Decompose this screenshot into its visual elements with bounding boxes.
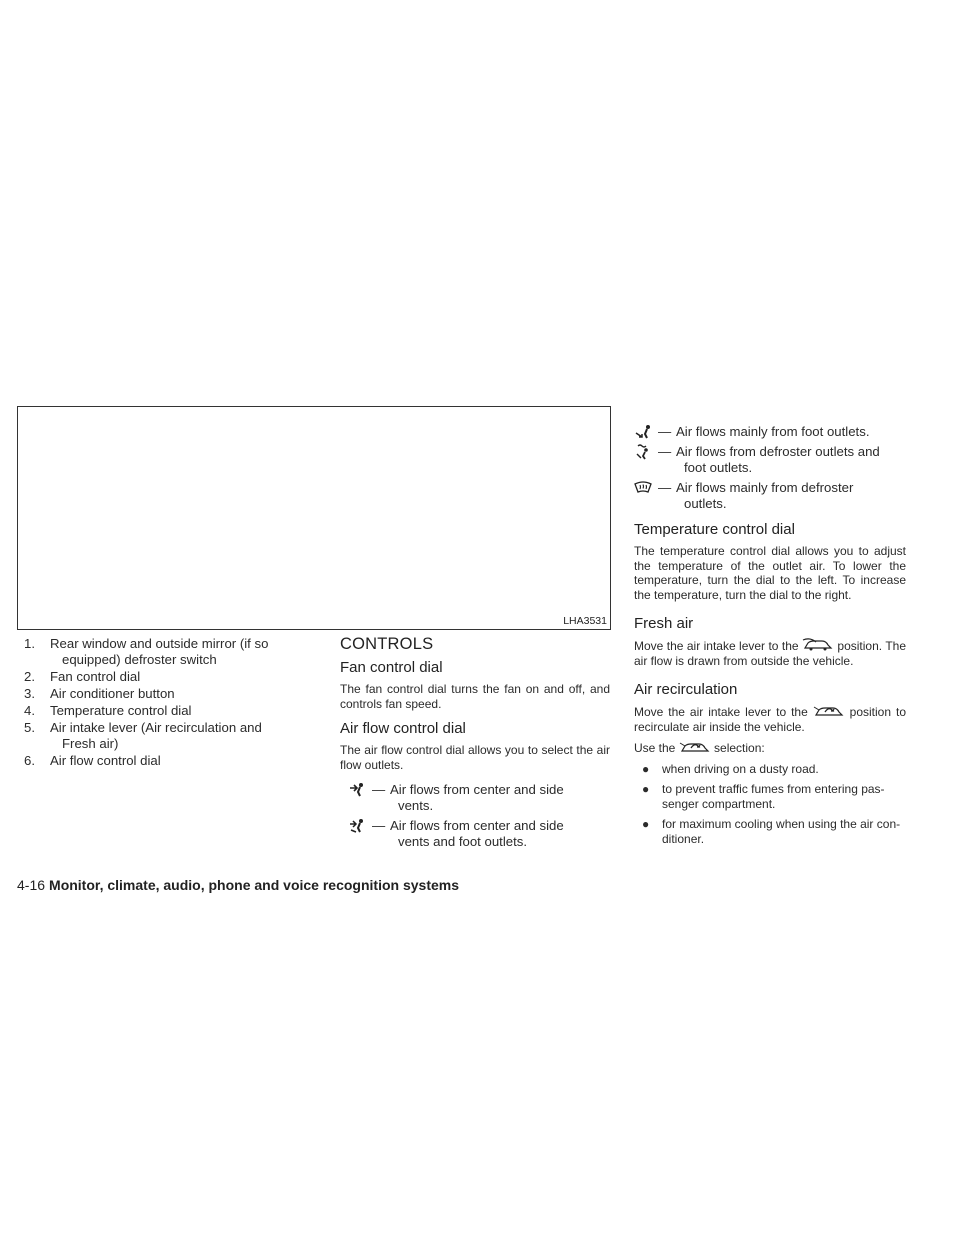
- legend-number: 3.: [24, 686, 35, 701]
- chapter-title: Monitor, climate, audio, phone and voice recognition systems: [49, 877, 459, 893]
- right-column: [634, 424, 906, 852]
- mode-text: Air flows from defroster outlets and: [676, 444, 880, 459]
- mode-text-cont: vents and foot outlets.: [398, 834, 528, 849]
- mode-text: Air flows mainly from defroster: [676, 480, 854, 495]
- figure-label: LHA3531: [563, 615, 607, 627]
- bullet-dot: ●: [642, 782, 650, 796]
- legend-number: 1.: [24, 636, 35, 651]
- air-flow-mode-vent: [340, 782, 610, 814]
- mode-dash: —: [372, 818, 386, 833]
- recirculation-icon: [679, 740, 711, 754]
- bullet-item: [634, 817, 906, 846]
- vent-mode-icon: [348, 782, 366, 798]
- recirculation-use-text: [634, 740, 906, 756]
- legend-number: 6.: [24, 753, 35, 768]
- legend-text: Air conditioner button: [50, 686, 175, 701]
- legend-item: [24, 669, 314, 685]
- legend-text: Fan control dial: [50, 669, 141, 684]
- legend-text: Air flow control dial: [50, 753, 161, 768]
- mode-text-cont: foot outlets.: [684, 460, 753, 475]
- recirculation-use-after: selection:: [714, 741, 765, 755]
- legend-number: 2.: [24, 669, 35, 684]
- recirculation-text-before: Move the air intake lever to the: [634, 705, 808, 719]
- air-flow-mode-defrost: [634, 480, 906, 512]
- fresh-air-text: [634, 638, 906, 668]
- bullet-item: [634, 782, 906, 811]
- subtitle-fan-control: Fan control dial: [340, 659, 443, 676]
- bullet-item: [634, 762, 906, 777]
- air-flow-text: The air flow control dial allows you to select the air flow outlets.: [340, 743, 610, 772]
- recirculation-bullets: [634, 762, 906, 847]
- illustration-figure: [17, 406, 611, 630]
- subtitle-temperature: Temperature control dial: [634, 521, 795, 538]
- mode-text-cont: vents.: [398, 798, 434, 813]
- recirculation-text: [634, 704, 906, 734]
- bullet-text-cont: ditioner.: [662, 831, 705, 846]
- legend-item: [24, 720, 314, 752]
- fan-control-text: The fan control dial turns the fan on and off, and controls fan speed.: [340, 682, 610, 711]
- legend-item: [24, 686, 314, 702]
- air-flow-mode-foot-defrost: [634, 444, 906, 476]
- mode-text-cont: outlets.: [684, 496, 727, 511]
- bullet-text-cont: senger compartment.: [662, 796, 776, 811]
- subtitle-air-flow: Air flow control dial: [340, 720, 466, 737]
- legend-text-cont: Fresh air): [62, 736, 119, 751]
- recirculation-use-before: Use the: [634, 741, 676, 755]
- figure-legend: [24, 636, 314, 770]
- mode-text: Air flows from center and side: [390, 818, 564, 833]
- bullet-text: for maximum cooling when using the air con-: [662, 817, 901, 831]
- page-number: 4-16: [17, 877, 46, 893]
- page-footer: [17, 877, 459, 893]
- legend-text: Temperature control dial: [50, 703, 192, 718]
- mode-text: Air flows mainly from foot outlets.: [676, 424, 870, 439]
- legend-number: 5.: [24, 720, 35, 735]
- mode-dash: —: [372, 782, 386, 797]
- legend-text: Air intake lever (Air recirculation and: [50, 720, 262, 735]
- bullet-text: when driving on a dusty road.: [662, 761, 819, 776]
- recirculation-text-after: position to recirculate air inside the vehicle.: [634, 705, 906, 734]
- bullet-dot: ●: [642, 761, 650, 776]
- defrost-mode-icon: [634, 480, 652, 496]
- legend-text-cont: equipped) defroster switch: [62, 652, 217, 667]
- controls-column: [340, 636, 610, 854]
- legend-list: [24, 636, 314, 769]
- recirculation-icon: [813, 704, 845, 718]
- mode-text: Air flows from center and side: [390, 782, 564, 797]
- mode-dash: —: [658, 480, 672, 495]
- air-flow-mode-bi-level: [340, 818, 610, 850]
- fresh-air-icon: [802, 638, 834, 652]
- legend-number: 4.: [24, 703, 35, 718]
- air-flow-mode-foot: [634, 424, 906, 440]
- legend-item: [24, 703, 314, 719]
- subtitle-air-recirculation: Air recirculation: [634, 681, 738, 698]
- mode-dash: —: [658, 424, 672, 439]
- mode-dash: —: [658, 444, 672, 459]
- fresh-air-text-before: Move the air intake lever to the: [634, 639, 799, 653]
- foot-mode-icon: [634, 424, 652, 440]
- legend-text: Rear window and outside mirror (if so: [50, 636, 269, 651]
- section-title-controls: CONTROLS: [340, 635, 434, 653]
- temperature-text: The temperature control dial allows you to adjust the temperature of the outlet air. To lower the temperature, turn the dial to the left. To increase the temperature, turn the dial to the right.: [634, 544, 906, 602]
- subtitle-fresh-air: Fresh air: [634, 615, 694, 632]
- legend-item: [24, 636, 314, 668]
- fresh-air-text-after: position. The air flow is drawn from outside the vehicle.: [634, 639, 906, 668]
- foot-defrost-mode-icon: [634, 444, 652, 460]
- bullet-dot: ●: [642, 817, 650, 831]
- bullet-text: to prevent traffic fumes from entering pas-: [662, 782, 885, 796]
- bi-level-mode-icon: [348, 818, 366, 834]
- legend-item: [24, 753, 314, 769]
